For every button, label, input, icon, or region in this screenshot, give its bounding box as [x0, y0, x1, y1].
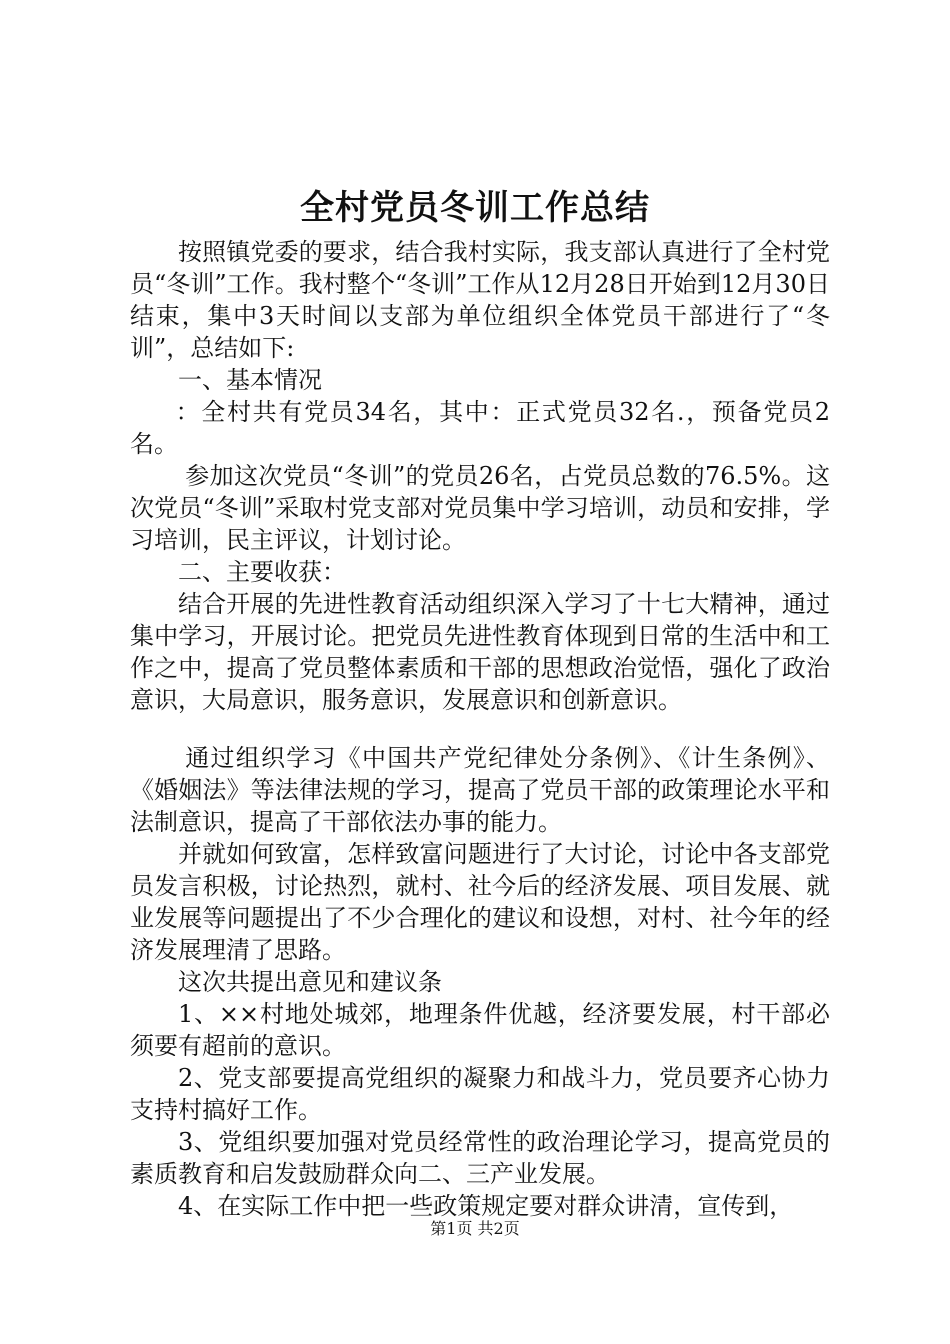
paragraph-wealth-discussion: 并就如何致富，怎样致富问题进行了大讨论，讨论中各支部党员发言积极，讨论热烈，就村、社今后的经济发展、项目发展、就业发展等问题提出了不少合理化的建议和设想，对村、社今年的经济发展理清了思路。	[130, 840, 830, 964]
heading-basic-situation: 一、基本情况	[178, 366, 322, 394]
list-item-suggestion-1: 1、××村地处城郊，地理条件优越，经济要发展，村干部必须要有超前的意识。	[130, 1000, 830, 1060]
paragraph-participation: 参加这次党员“冬训”的党员26名，占党员总数的76.5%。这次党员“冬训”采取村党支部对党员集中学习培训，动员和安排，学习培训，民主评议，计划讨论。	[130, 462, 830, 554]
paragraph-law-study: 通过组织学习《中国共产党纪律处分条例》、《计生条例》、《婚姻法》等法律法规的学习，提高了党员干部的政策理论水平和法制意识，提高了干部依法办事的能力。	[130, 744, 830, 836]
paragraph-suggestions-intro: 这次共提出意见和建议条	[178, 968, 442, 996]
paragraph-intro: 按照镇党委的要求，结合我村实际，我支部认真进行了全村党员“冬训”工作。我村整个“冬训”工作从12月28日开始到12月30日结束，集中3天时间以支部为单位组织全体党员干部进行了“冬训”，总结如下:	[130, 238, 830, 362]
list-item-suggestion-3: 3、党组织要加强对党员经常性的政治理论学习，提高党员的素质教育和启发鼓励群众向二、三产业发展。	[130, 1128, 830, 1188]
heading-main-gains: 二、主要收获：	[178, 558, 346, 586]
page-footer: 第1页 共2页	[430, 1219, 520, 1238]
paragraph-study-spirit: 结合开展的先进性教育活动组织深入学习了十七大精神，通过集中学习，开展讨论。把党员先进性教育体现到日常的生活中和工作之中，提高了党员整体素质和干部的思想政治觉悟，强化了政治意识，大局意识，服务意识，发展意识和创新意识。	[130, 590, 830, 714]
document-body	[130, 236, 830, 1222]
list-item-suggestion-4: 4、在实际工作中把一些政策规定要对群众讲清，宣传到，	[178, 1192, 794, 1220]
list-item-suggestion-2: 2、党支部要提高党组织的凝聚力和战斗力，党员要齐心协力支持村搞好工作。	[130, 1064, 830, 1124]
document-title: 全村党员冬训工作总结	[300, 188, 650, 228]
paragraph-member-count: ：全村共有党员34名，其中：正式党员32名.，预备党员2名。	[130, 398, 830, 458]
